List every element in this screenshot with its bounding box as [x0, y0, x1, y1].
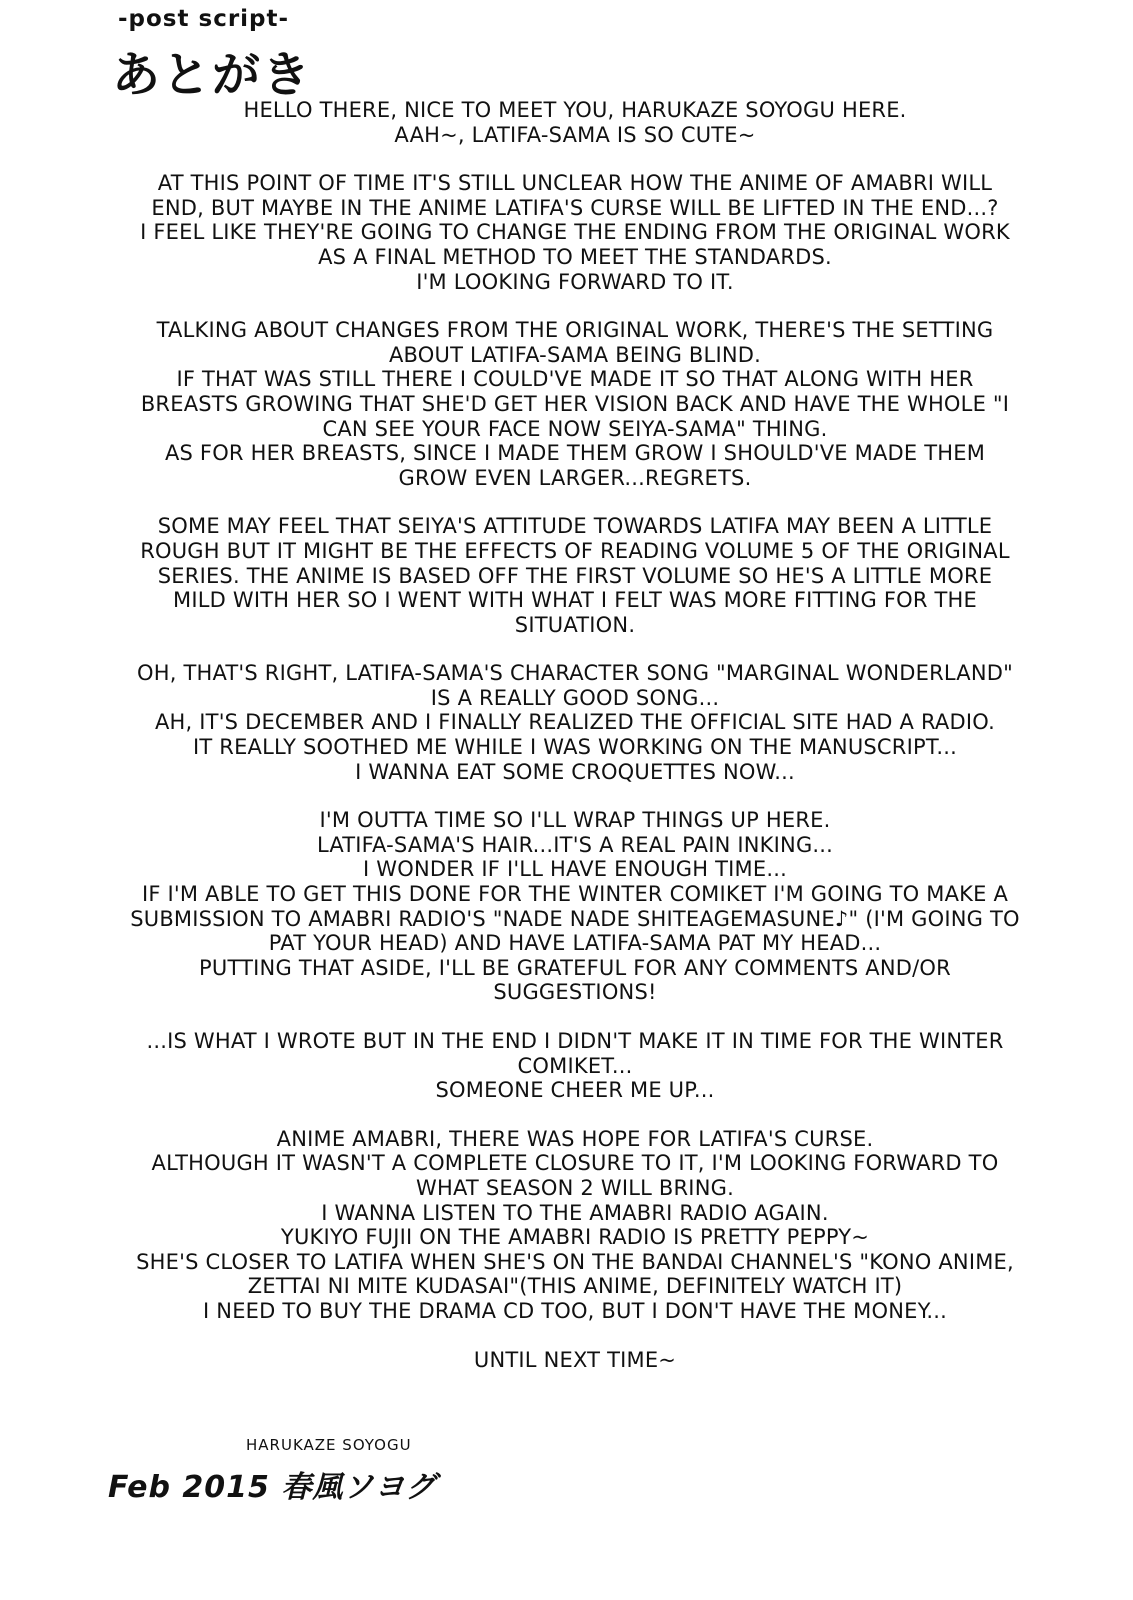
text-line: ...IS WHAT I WROTE BUT IN THE END I DIDN'T MAKE IT IN TIME FOR THE WINTER [146, 1029, 1004, 1053]
text-line: SITUATION. [514, 612, 636, 637]
text-line: ANIME AMABRI, THERE WAS HOPE FOR LATIFA'S CURSE. [276, 1126, 874, 1151]
text-line: AS A FINAL METHOD TO MEET THE STANDARDS. [318, 244, 832, 269]
text-line: COMIKET... [517, 1053, 633, 1078]
text-line: HELLO THERE, NICE TO MEET YOU, HARUKAZE SOYOGU HERE. [243, 98, 907, 122]
author-signature-date: Feb 2015 春風ソヨグ [108, 1470, 437, 1505]
text-line: I'M OUTTA TIME SO I'LL WRAP THINGS UP HERE. [319, 808, 831, 833]
text-line: PAT YOUR HEAD) AND HAVE LATIFA-SAMA PAT MY HEAD... [268, 931, 882, 956]
text-line: I FEEL LIKE THEY'RE GOING TO CHANGE THE ENDING FROM THE ORIGINAL WORK [140, 220, 1010, 245]
text-line: AS FOR HER BREASTS, SINCE I MADE THEM GROW I SHOULD'VE MADE THEM [164, 441, 986, 466]
text-line: I'M LOOKING FORWARD TO IT. [416, 269, 734, 294]
author-romanized-name: HARUKAZE SOYOGU [246, 1436, 412, 1454]
text-line: AH, IT'S DECEMBER AND I FINALLY REALIZED THE OFFICIAL SITE HAD A RADIO. [154, 710, 995, 735]
text-line: I WANNA EAT SOME CROQUETTES NOW... [355, 759, 795, 784]
paragraph [70, 171, 1080, 294]
text-line: IS A REALLY GOOD SONG... [430, 685, 720, 710]
paragraph [70, 318, 1080, 490]
text-line: WHAT SEASON 2 WILL BRING. [416, 1175, 734, 1200]
text-line: BREASTS GROWING THAT SHE'D GET HER VISION BACK AND HAVE THE WHOLE "I [140, 391, 1010, 416]
paragraph [70, 1127, 1080, 1324]
paragraph [70, 1348, 1080, 1373]
text-line: SOMEONE CHEER ME UP... [435, 1078, 715, 1103]
text-line: SUBMISSION TO AMABRI RADIO'S "NADE NADE SHITEAGEMASUNE♪" (I'M GOING TO [130, 906, 1020, 931]
text-line: SOME MAY FEEL THAT SEIYA'S ATTITUDE TOWARDS LATIFA MAY BEEN A LITTLE [157, 514, 993, 539]
text-line: MILD WITH HER SO I WENT WITH WHAT I FELT WAS MORE FITTING FOR THE [173, 588, 977, 613]
text-line: YUKIYO FUJII ON THE AMABRI RADIO IS PRETTY PEPPY~ [280, 1225, 870, 1250]
text-line: I WONDER IF I'LL HAVE ENOUGH TIME... [363, 857, 787, 882]
text-line: CAN SEE YOUR FACE NOW SEIYA-SAMA" THING. [322, 416, 828, 441]
paragraph [70, 808, 1080, 1005]
text-line: SHE'S CLOSER TO LATIFA WHEN SHE'S ON THE BANDAI CHANNEL'S "KONO ANIME, [136, 1249, 1014, 1274]
text-line: IF I'M ABLE TO GET THIS DONE FOR THE WINTER COMIKET I'M GOING TO MAKE A [141, 882, 1009, 907]
postscript-subtitle: -post script- [118, 6, 290, 32]
afterword-body [70, 98, 1080, 1396]
text-line: ZETTAI NI MITE KUDASAI"(THIS ANIME, DEFINITELY WATCH IT) [247, 1274, 903, 1299]
text-line: SERIES. THE ANIME IS BASED OFF THE FIRST VOLUME SO HE'S A LITTLE MORE [157, 563, 993, 588]
text-line: END, BUT MAYBE IN THE ANIME LATIFA'S CURSE WILL BE LIFTED IN THE END...? [151, 195, 999, 220]
text-line: I WANNA LISTEN TO THE AMABRI RADIO AGAIN. [321, 1200, 829, 1225]
text-line: SUGGESTIONS! [493, 980, 657, 1005]
page-title: あとがき [112, 47, 313, 103]
text-line: OH, THAT'S RIGHT, LATIFA-SAMA'S CHARACTER SONG "MARGINAL WONDERLAND" [136, 661, 1014, 686]
text-line: ALTHOUGH IT WASN'T A COMPLETE CLOSURE TO IT, I'M LOOKING FORWARD TO [151, 1151, 999, 1176]
paragraph [70, 98, 1080, 147]
text-line: IF THAT WAS STILL THERE I COULD'VE MADE IT SO THAT ALONG WITH HER [176, 367, 974, 392]
text-line: ROUGH BUT IT MIGHT BE THE EFFECTS OF READING VOLUME 5 OF THE ORIGINAL [140, 538, 1010, 563]
paragraph [70, 514, 1080, 637]
text-line: IT REALLY SOOTHED ME WHILE I WAS WORKING ON THE MANUSCRIPT... [192, 735, 958, 760]
paragraph [70, 661, 1080, 784]
text-line: I NEED TO BUY THE DRAMA CD TOO, BUT I DON'T HAVE THE MONEY... [203, 1298, 947, 1323]
text-line: TALKING ABOUT CHANGES FROM THE ORIGINAL WORK, THERE'S THE SETTING [156, 318, 994, 343]
paragraph [70, 1029, 1080, 1103]
text-line: GROW EVEN LARGER...REGRETS. [398, 465, 752, 490]
text-line: AT THIS POINT OF TIME IT'S STILL UNCLEAR HOW THE ANIME OF AMABRI WILL [157, 171, 993, 196]
text-line: AAH~, LATIFA-SAMA IS SO CUTE~ [394, 122, 756, 147]
text-line: PUTTING THAT ASIDE, I'LL BE GRATEFUL FOR ANY COMMENTS AND/OR [199, 955, 951, 980]
text-line: LATIFA-SAMA'S HAIR...IT'S A REAL PAIN INKING... [316, 832, 834, 857]
text-line: ABOUT LATIFA-SAMA BEING BLIND. [388, 342, 761, 367]
text-line: UNTIL NEXT TIME~ [473, 1347, 677, 1372]
